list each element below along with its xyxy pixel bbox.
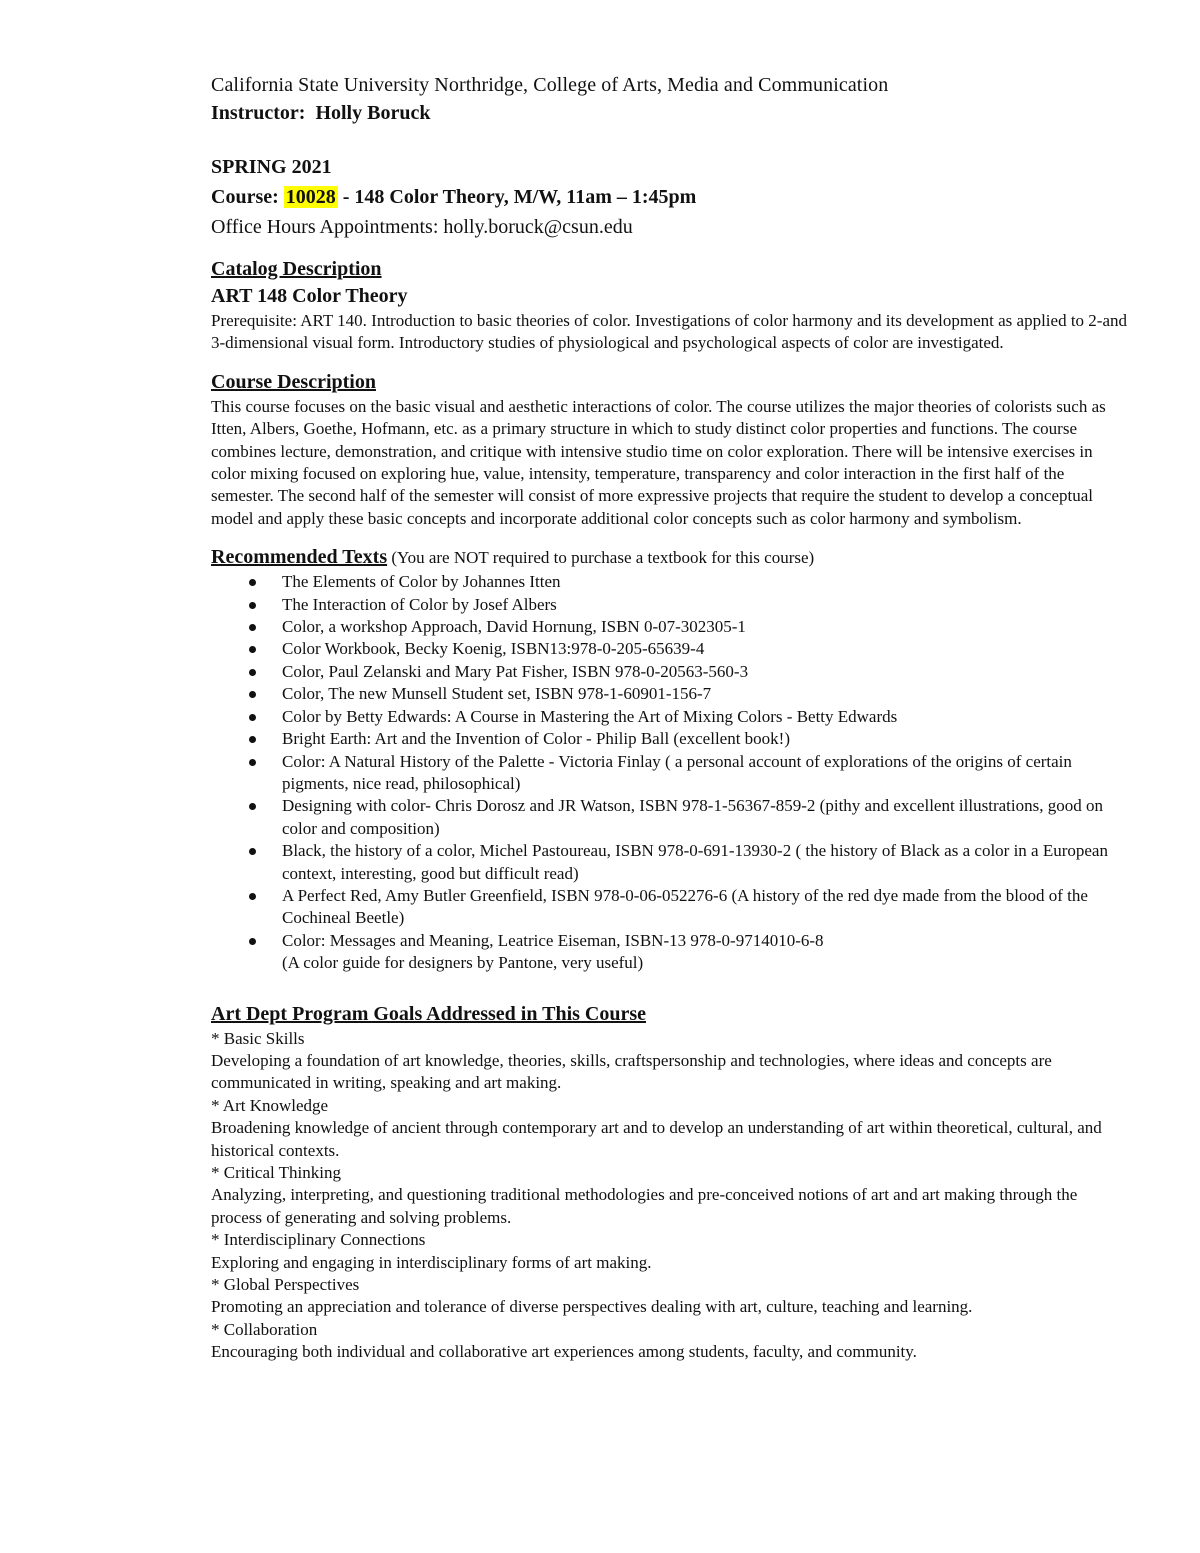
goal-name: * Global Perspectives [211, 1275, 360, 1295]
course-title: - 148 Color Theory, M/W, 11am – 1:45pm [342, 186, 697, 208]
goal-name: * Art Knowledge [211, 1095, 329, 1115]
list-item: Color, a workshop Approach, David Hornung, ISBN 0-07-302305-1 [211, 616, 1131, 638]
bullet-icon [249, 759, 256, 766]
bullet-icon [249, 714, 256, 721]
list-item: The Elements of Color by Johannes Itten [211, 571, 1131, 593]
texts-heading-line [211, 544, 1131, 571]
term: SPRING 2021 [211, 156, 332, 178]
list-item: Color, The new Munsell Student set, ISBN 978-1-60901-156-7 [211, 683, 1131, 705]
list-item: Color: A Natural History of the Palette - Victoria Finlay ( a personal account of explorations of the origins of certain pigments, nice read, philosophical) [211, 751, 1131, 796]
texts-heading: Recommended Texts [211, 546, 388, 569]
goal-text: Exploring and engaging in interdisciplinary forms of art making. [211, 1252, 652, 1272]
syllabus-page [211, 70, 1131, 1364]
bullet-icon [249, 669, 256, 676]
bullet-icon [249, 579, 256, 586]
goal-name: * Collaboration [211, 1319, 318, 1339]
goals-list [211, 1028, 1131, 1364]
goal-name: * Basic Skills [211, 1028, 305, 1048]
list-item: A Perfect Red, Amy Butler Greenfield, ISBN 978-0-06-052276-6 (A history of the red dye made from the blood of the Cochineal Beetle) [211, 885, 1131, 930]
catalog-heading: Catalog Description [211, 258, 382, 280]
bullet-icon [249, 736, 256, 743]
course-description-text: This course focuses on the basic visual and aesthetic interactions of color. The course utilizes the major theories of colorists such as Itten, Albers, Goethe, Hofmann, etc. as a primary structure in which to study distinct color properties and functions. The course combines lecture, demonstration, and critique with intensive studio time on color exploration. There will be intensive exercises in color mixing focused on exploring hue, value, intensity, temperature, transparency and color interaction in the first half of the semester. The second half of the semester will consist of more expressive projects that require the student to develop a conceptual model and apply these basic concepts and incorporate additional color concepts such as color harmony and symbolism. [211, 396, 1106, 528]
instructor-label: Instructor: [211, 102, 306, 124]
list-item: Designing with color- Chris Dorosz and JR Watson, ISBN 978-1-56367-859-2 (pithy and excellent illustrations, good on color and composition) [211, 795, 1131, 840]
catalog-text: Prerequisite: ART 140. Introduction to basic theories of color. Investigations of color harmony and its development as applied to 2-and 3-dimensional visual form. Introductory studies of physiological and psychological aspects of color are investigated. [211, 311, 1127, 353]
last-item-note: (A color guide for designers by Pantone, very useful) [282, 953, 644, 973]
university-line: California State University Northridge, College of Arts, Media and Communication [211, 74, 889, 96]
list-item: Color: Messages and Meaning, Leatrice Eiseman, ISBN-13 978-0-9714010-6-8 (A color guide for designers by Pantone, very useful) [211, 930, 1131, 975]
bullet-icon [249, 691, 256, 698]
bullet-icon [249, 602, 256, 609]
instructor-name: Holly Boruck [315, 102, 431, 124]
list-item: Color Workbook, Becky Koenig, ISBN13:978-0-205-65639-4 [211, 638, 1131, 660]
instructor-line [211, 100, 1131, 126]
texts-note: (You are NOT required to purchase a textbook for this course) [391, 548, 815, 568]
bullet-icon [249, 803, 256, 810]
goals-heading: Art Dept Program Goals Addressed in This Course [211, 1002, 647, 1025]
goal-text: Encouraging both individual and collaborative art experiences among students, faculty, and community. [211, 1342, 917, 1362]
texts-list [211, 571, 1131, 974]
list-item: Black, the history of a color, Michel Pastoureau, ISBN 978-0-691-13930-2 ( the history of Black as a color in a European context, interesting, good but difficult read) [211, 840, 1131, 885]
goal-text: Developing a foundation of art knowledge, theories, skills, craftspersonship and technologies, where ideas and concepts are communicated in writing, speaking and art making. [211, 1050, 1052, 1093]
list-item: The Interaction of Color by Josef Albers [211, 594, 1131, 616]
goal-name: * Critical Thinking [211, 1163, 342, 1182]
list-item: Color, Paul Zelanski and Mary Pat Fisher, ISBN 978-0-20563-560-3 [211, 661, 1131, 683]
bullet-icon [249, 624, 256, 631]
office-hours: Office Hours Appointments: holly.boruck@csun.edu [211, 216, 633, 238]
course-line [211, 182, 1131, 212]
goal-text: Broadening knowledge of ancient through contemporary art and to develop an understanding of art within theoretical, cultural, and historical contexts. [211, 1118, 1102, 1160]
bullet-icon [249, 893, 256, 900]
goal-text: Analyzing, interpreting, and questioning traditional methodologies and pre-conceived notions of art and art making through the process of generating and solving problems. [211, 1185, 1078, 1227]
list-item: Color by Betty Edwards: A Course in Mastering the Art of Mixing Colors - Betty Edwards [211, 706, 1131, 728]
bullet-icon [249, 848, 256, 855]
bullet-icon [249, 938, 256, 945]
list-item: Bright Earth: Art and the Invention of Color - Philip Ball (excellent book!) [211, 728, 1131, 750]
catalog-course-title: ART 148 Color Theory [211, 285, 408, 307]
course-label: Course: [211, 186, 279, 208]
bullet-icon [249, 646, 256, 653]
course-description-heading: Course Description [211, 370, 376, 393]
course-number: 10028 [285, 186, 336, 208]
goal-text: Promoting an appreciation and tolerance of diverse perspectives dealing with art, culture, teaching and learning. [211, 1297, 973, 1317]
goal-name: * Interdisciplinary Connections [211, 1230, 426, 1250]
